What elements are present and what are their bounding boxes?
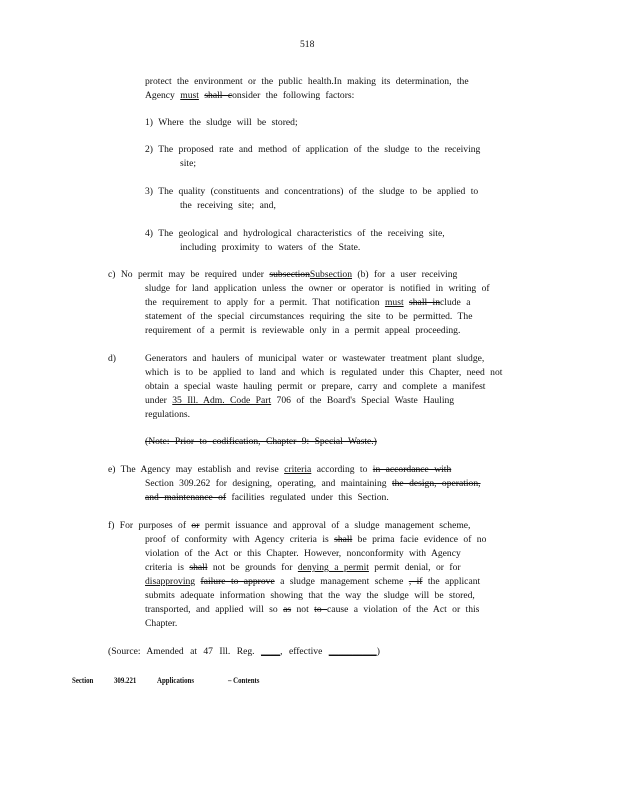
footer-section-subtitle: – Contents bbox=[228, 676, 260, 685]
para-intro-line1: protect the environment or the public health.In making its determination, the bbox=[145, 76, 469, 87]
factor-item-3-cont: the receiving site; and, bbox=[180, 200, 276, 211]
para-c-line5: requirement of a permit is reviewable only in a permit appeal proceeding. bbox=[145, 325, 461, 336]
para-c-line4: statement of the special circumstances requiring the site to be permitted. The bbox=[145, 311, 473, 322]
para-c-line2: sludge for land application unless the owner or operator is notified in writing of bbox=[145, 283, 490, 294]
para-f-line4: criteria is shall not be grounds for denying a permit permit denial, or for bbox=[145, 562, 461, 573]
footer-section-title: Applications bbox=[157, 676, 195, 685]
para-f-line6: submits adequate information showing that the way the sludge will be stored, bbox=[145, 590, 475, 601]
para-d-line5: regulations. bbox=[145, 409, 191, 420]
para-intro-line2: Agency must shall consider the following factors: bbox=[145, 90, 355, 101]
factor-item-2-cont: site; bbox=[180, 158, 196, 169]
factor-item-1: 1) Where the sludge will be stored; bbox=[145, 117, 298, 128]
para-f-line3: violation of the Act or this Chapter. However, nonconformity with Agency bbox=[145, 548, 461, 559]
para-f-line5: disapproving failure to approve a sludge management scheme , if the applicant bbox=[145, 576, 481, 587]
factor-item-3: 3) The quality (constituents and concentrations) of the sludge to be applied to bbox=[145, 186, 479, 197]
factor-item-2: 2) The proposed rate and method of application of the sludge to the receiving bbox=[145, 144, 481, 155]
para-f-line7: transported, and applied will so as not to cause a violation of the Act or this bbox=[145, 604, 480, 615]
para-d-label: d) bbox=[108, 353, 116, 364]
struck-note: (Note: Prior to codification, Chapter 9: Special Waste.) bbox=[145, 436, 377, 447]
para-f-line1: f) For purposes of or permit issuance and approval of a sludge management scheme, bbox=[108, 520, 471, 531]
footer-section-number: 309.221 bbox=[114, 676, 137, 685]
source-note: (Source: Amended at 47 Ill. Reg. ____, effective __________) bbox=[108, 646, 380, 657]
para-d-line4: under 35 Ill. Adm. Code Part 706 of the Board's Special Waste Hauling bbox=[145, 395, 455, 406]
footer-section-label: Section bbox=[72, 676, 94, 685]
page-number: 518 bbox=[300, 39, 315, 50]
para-d-line1: Generators and haulers of municipal water or wastewater treatment plant sludge, bbox=[145, 353, 485, 364]
para-f-line2: proof of conformity with Agency criteria is shall be prima facie evidence of no bbox=[145, 534, 487, 545]
para-d-line3: obtain a special waste hauling permit or prepare, carry and complete a manifest bbox=[145, 381, 486, 392]
para-f-line8: Chapter. bbox=[145, 618, 178, 629]
factor-item-4: 4) The geological and hydrological characteristics of the receiving site, bbox=[145, 228, 445, 239]
para-d-line2: which is to be applied to land and which is regulated under this Chapter, need not bbox=[145, 367, 503, 378]
para-c-line1: c) No permit may be required under subsectionSubsection (b) for a user receiving bbox=[108, 269, 458, 280]
factor-item-4-cont: including proximity to waters of the State. bbox=[180, 242, 361, 253]
para-c-line3: the requirement to apply for a permit. That notification must shall include a bbox=[145, 297, 471, 308]
para-e-line3: and maintenance of facilities regulated under this Section. bbox=[145, 492, 389, 503]
para-e-line1: e) The Agency may establish and revise criteria according to in accordance with bbox=[108, 464, 452, 475]
para-e-line2: Section 309.262 for designing, operating, and maintaining the design, operation, bbox=[145, 478, 481, 489]
